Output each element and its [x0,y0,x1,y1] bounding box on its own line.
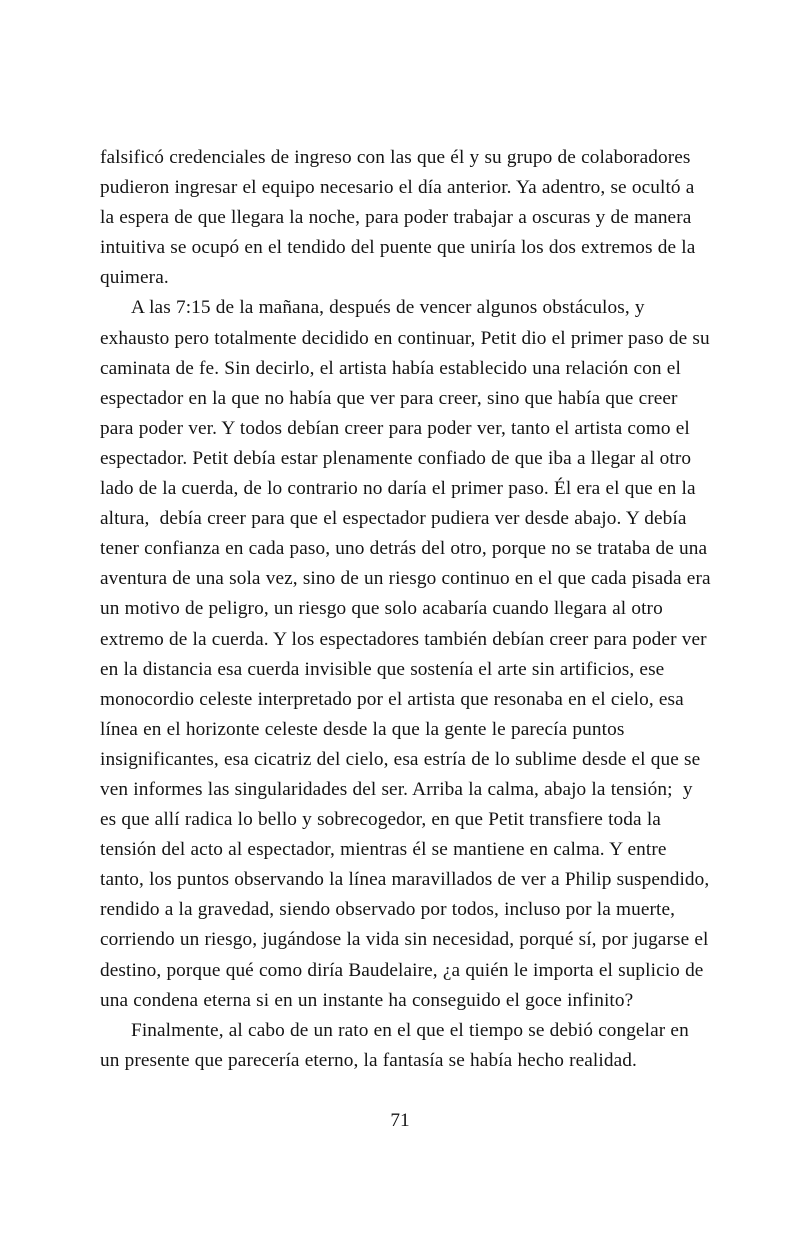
text-column [100,143,716,1076]
paragraph-1: falsificó credenciales de ingreso con las que él y su grupo de colaboradores pudieron ingresar el equipo necesario el día anterior. Ya adentro, se ocultó a la espera de que llegara la noche, para poder trabajar a oscuras y de manera intuitiva se ocupó en el tendido del puente que uniría los dos extremos de la quimera. [100,147,701,289]
paragraph-3: Finalmente, al cabo de un rato en el que el tiempo se debió congelar en un presente que parecería eterno, la fantasía se había hecho realidad. [100,1019,694,1071]
paragraph-2: A las 7:15 de la mañana, después de vencer algunos obstáculos, y exhausto pero totalmente decidido en continuar, Petit dio el primer paso de su caminata de fe. Sin decirlo, el artista había establecido una relación con el espectador en la que no había que ver para creer, sino que había que creer para poder ver. Y todos debían creer para poder ver, tanto el artista como el espectador. Petit debía estar plenamente confiado de que iba a llegar al otro lado de la cuerda, de lo contrario no daría el primer paso. Él era el que en la altura, debía creer para que el espectador pudiera ver desde abajo. Y debía tener confianza en cada paso, uno detrás del otro, porque no se trataba de una aventura de una sola vez, sino de un riesgo continuo en el que cada pisada era un motivo de peligro, un riesgo que solo acabaría cuando llegara al otro extremo de la cuerda. Y los espectadores también debían creer para poder ver en la distancia esa cuerda invisible que sostenía el arte sin artificios, ese monocordio celeste interpretado por el artista que resonaba en el cielo, esa línea en el horizonte celeste desde la que la gente le parecía puntos insignificantes, esa cicatriz del cielo, esa estría de lo sublime desde el que se ven informes las singularidades del ser. Arriba la calma, abajo la tensión; y es que allí radica lo bello y sobrecogedor, en que Petit transfiere toda la tensión del acto al espectador, mientras él se mantiene en calma. Y entre tanto, los puntos observando la línea maravillados de ver a Philip suspendido, rendido a la gravedad, siendo observado por todos, incluso por la muerte, corriendo un riesgo, jugándose la vida sin necesidad, porqué sí, por jugarse el destino, porque qué como diría Baudelaire, ¿a quién le importa el suplicio de una condena eterna si en un instante ha conseguido el goce infinito? [100,297,716,1011]
page-number: 71 [390,1110,410,1131]
